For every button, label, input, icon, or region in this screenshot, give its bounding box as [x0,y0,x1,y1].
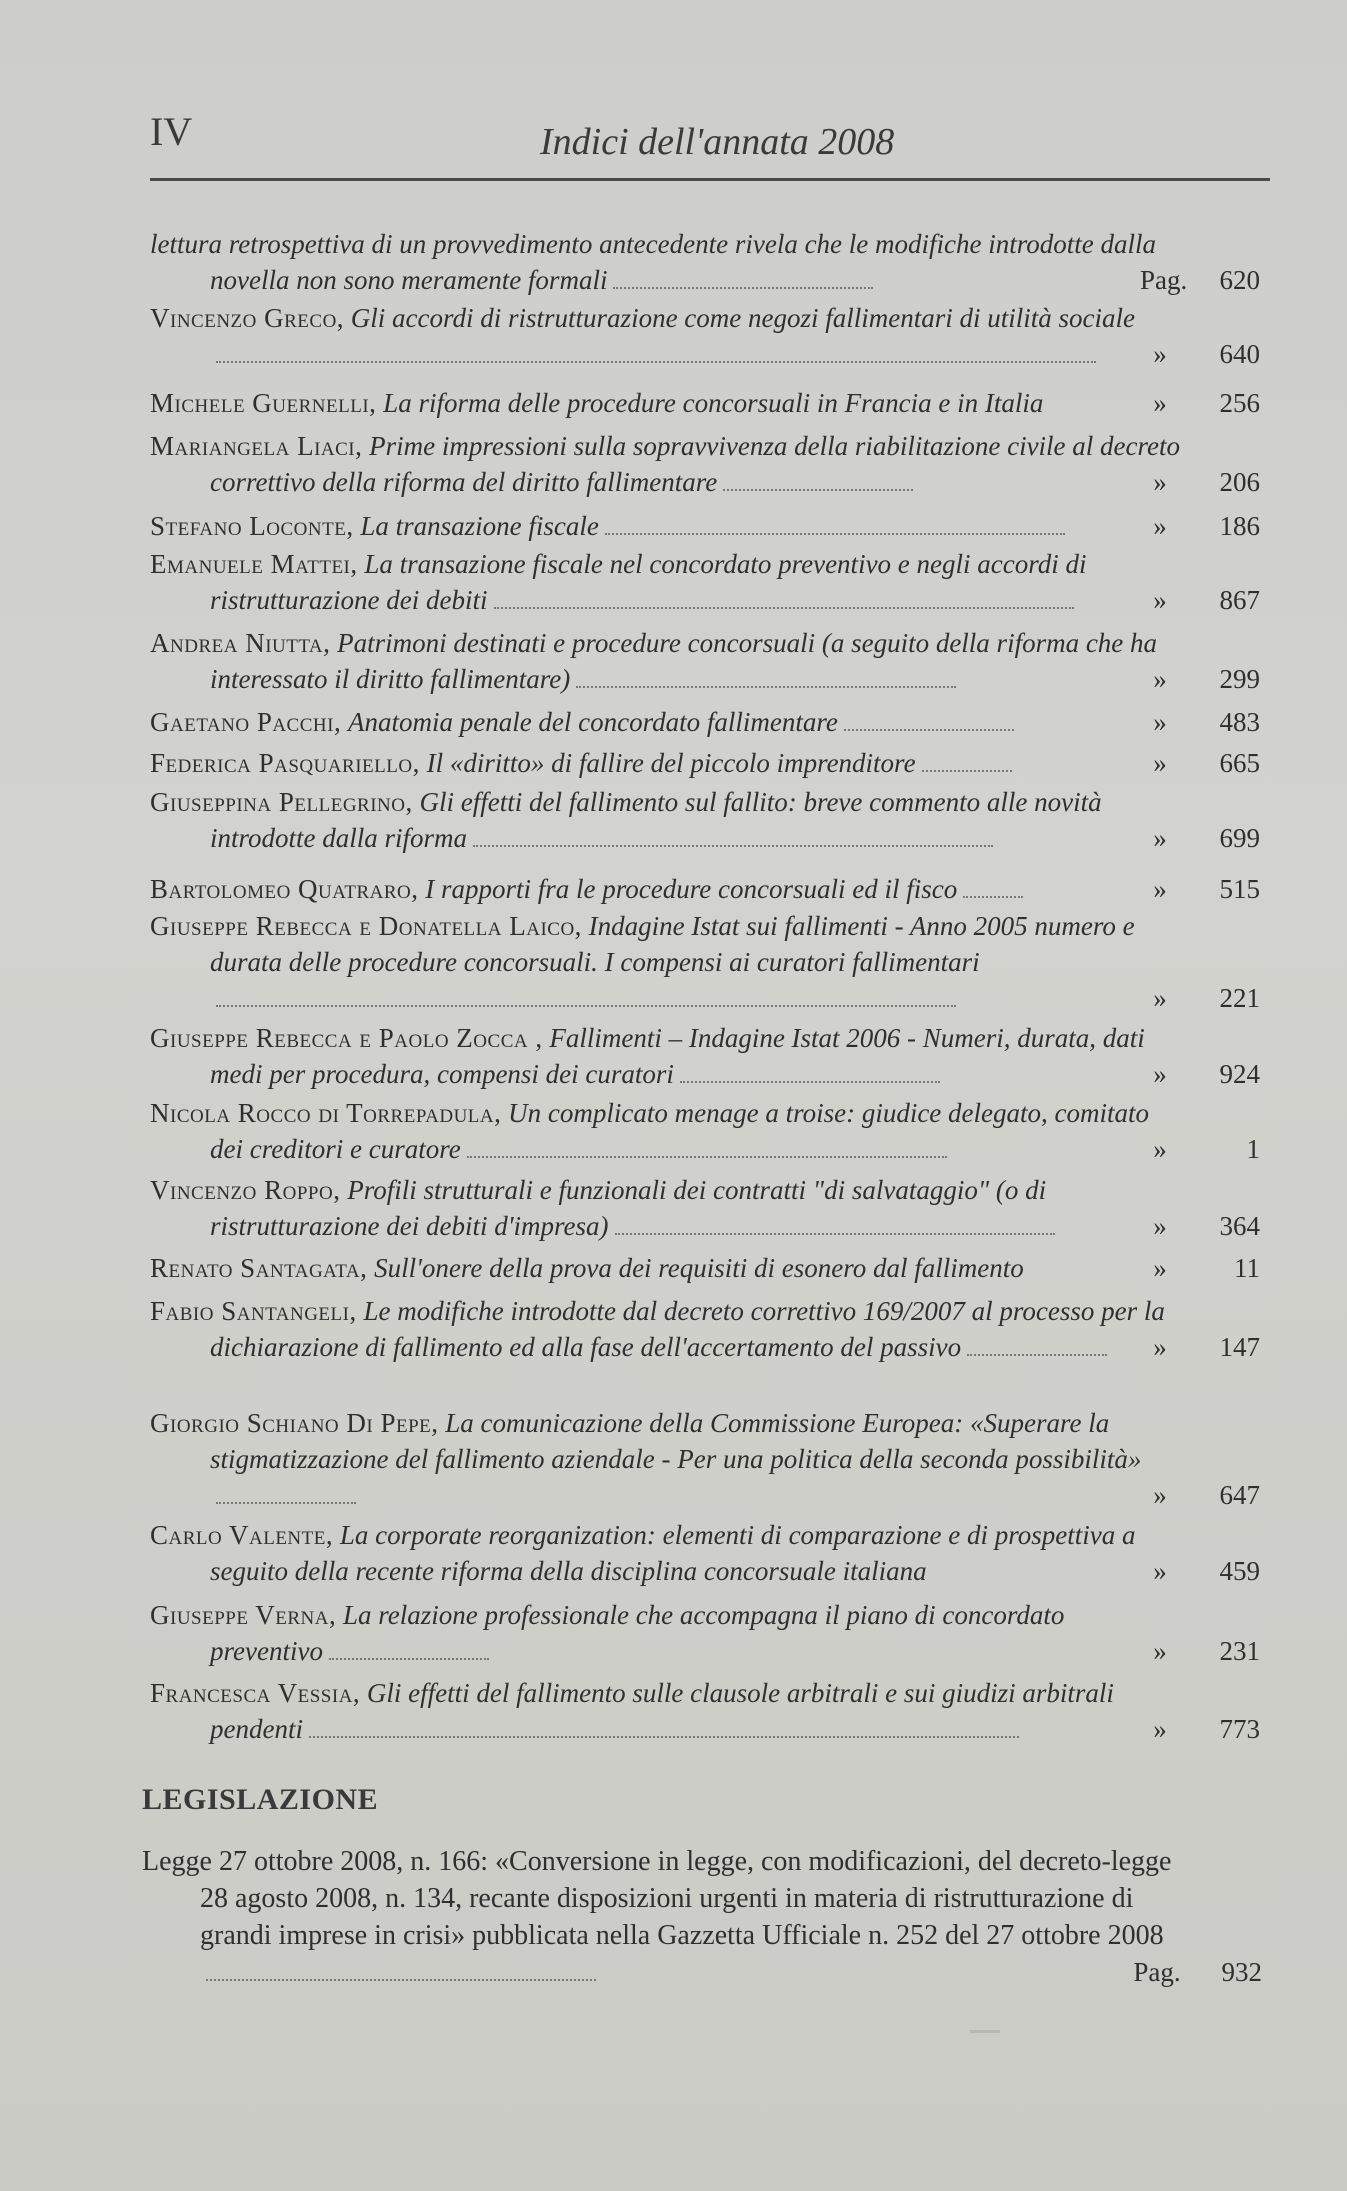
entry-title: Il «diritto» di fallire del piccolo imprenditore [426,748,916,778]
page-ref: 932 [1221,1957,1262,1987]
entry-author: Fabio Santangeli, [150,1296,357,1326]
page-mark: » [1153,511,1167,541]
page-mark: » [1153,1636,1167,1666]
page-mark: » [1153,1714,1167,1744]
index-entry [150,745,1260,781]
entry-title: La transazione fiscale nel concordato preventivo e negli accordi di ristrutturazione dei debiti [210,549,1087,615]
dot-leader [216,995,956,1007]
index-entry [150,428,1260,500]
entry-title: Anatomia penale del concordato fallimentare [347,707,838,737]
page-ref: 299 [1219,664,1260,694]
index-entry [150,508,1260,544]
index-entry [150,300,1260,372]
page-ref: 483 [1219,707,1260,737]
page-mark: » [1153,1211,1167,1241]
legislation-entry [142,1843,1262,1991]
page-mark: » [1153,1253,1167,1283]
index-entry [150,1250,1260,1286]
index-entry [150,226,1260,298]
page-mark: » [1153,707,1167,737]
page-ref: 640 [1219,339,1260,369]
entry-author: Stefano Loconte, [150,511,354,541]
page-mark: » [1153,1134,1167,1164]
entry-title: La comunicazione della Commissione Europea: «Superare la stigmatizzazione del fallimento aziendale - Per una politica della seconda possibilità» [210,1408,1142,1474]
page-ref: 206 [1219,467,1260,497]
page-ref: 620 [1219,265,1260,295]
entry-author: Carlo Valente, [150,1520,334,1550]
entry-title: La riforma delle procedure concorsuali in Francia e in Italia [383,388,1044,418]
entry-author: Nicola Rocco di Torrepadula, [150,1098,502,1128]
entry-title: La transazione fiscale [360,511,599,541]
entry-author: Michele Guernelli, [150,388,377,418]
page-mark: » [1153,823,1167,853]
page-number: IV [150,109,193,154]
dot-leader [723,479,913,491]
entry-title: Fallimenti – Indagine Istat 2006 - Numeri, durata, dati medi per procedura, compensi dei curatori [210,1023,1145,1089]
running-title: Indici dell'annata 2008 [540,121,895,163]
page-mark: » [1153,1556,1167,1586]
entry-author: Renato Santagata, [150,1253,368,1283]
dot-leader [473,835,993,847]
page-mark: » [1153,339,1167,369]
entry-title: Gli accordi di ristrutturazione come negozi fallimentari di utilità sociale [350,303,1135,333]
divider [970,2030,1000,2033]
dot-leader [844,719,1014,731]
dot-leader [922,760,1012,772]
dot-leader [576,676,956,688]
entry-title: La corporate reorganization: elementi di comparazione e di prospettiva a seguito della recente riforma della disciplina concorsuale italiana [210,1520,1136,1586]
entry-author: Giuseppe Verna, [150,1600,337,1630]
page-ref: 221 [1219,983,1260,1013]
dot-leader [615,1223,1055,1235]
entry-author: Bartolomeo Quatraro, [150,874,419,904]
entry-author: Vincenzo Roppo, [150,1175,341,1205]
dot-leader [206,1969,596,1981]
page-ref: 515 [1219,874,1260,904]
index-entry [150,1517,1260,1589]
index-entry [150,1020,1260,1092]
page-ref: 665 [1219,748,1260,778]
page-mark: » [1153,1480,1167,1510]
entry-author: Andrea Niutta, [150,628,331,658]
dot-leader [494,597,1074,609]
entry-title: Profili strutturali e funzionali dei contratti "di salvataggio" (o di ristrutturazione dei debiti d'impresa) [210,1175,1047,1241]
entry-title: lettura retrospettiva di un provvedimento antecedente rivela che le modifiche introdotte dalla novella non sono meramente formali [150,229,1156,295]
dot-leader [967,1344,1107,1356]
index-entry [150,1675,1260,1747]
entry-author: Mariangela Liaci, [150,431,363,461]
entry-title: Prime impressioni sulla sopravvivenza della riabilitazione civile al decreto correttivo della riforma del diritto fallimentare [210,431,1180,497]
dot-leader [680,1071,940,1083]
page-mark: » [1153,467,1167,497]
index-entry [150,1405,1260,1513]
entry-title: I rapporti fra le procedure concorsuali ed il fisco [425,874,958,904]
page-mark: » [1153,1059,1167,1089]
entry-author: Francesca Vessia, [150,1678,361,1708]
entry-title: La relazione professionale che accompagna il piano di concordato preventivo [210,1600,1065,1666]
dot-leader [963,886,1023,898]
page-mark: » [1153,1332,1167,1362]
section-heading: LEGISLAZIONE [142,1783,379,1816]
page-ref: 11 [1234,1253,1260,1283]
index-entry [150,908,1260,1016]
index-entry [150,1095,1260,1167]
page-ref: 773 [1219,1714,1260,1744]
index-entry [150,784,1260,856]
dot-leader [309,1726,1019,1738]
index-entry [150,1172,1260,1244]
page-mark: » [1153,983,1167,1013]
page-ref: 231 [1219,1636,1260,1666]
dot-leader [216,351,1096,363]
page-ref: 699 [1219,823,1260,853]
page-mark: » [1153,664,1167,694]
entry-author: Giuseppe Rebecca e Donatella Laico, [150,911,582,941]
page-header [150,108,1270,178]
header-rule [150,178,1270,181]
entry-author: Vincenzo Greco, [150,303,345,333]
page-ref: 364 [1219,1211,1260,1241]
index-entry [150,704,1260,740]
entry-author: Giuseppe Rebecca e Paolo Zocca , [150,1023,543,1053]
page-ref: 924 [1219,1059,1260,1089]
entry-title: Le modifiche introdotte dal decreto correttivo 169/2007 al processo per la dichiarazione di fallimento ed alla fase dell'accertamento del passivo [210,1296,1165,1362]
dot-leader [216,1492,356,1504]
page-mark: » [1153,388,1167,418]
page-ref: 647 [1219,1480,1260,1510]
page-ref: 459 [1219,1556,1260,1586]
entry-author: Federica Pasquariello, [150,748,420,778]
page-ref: 147 [1219,1332,1260,1362]
entry-author: Giuseppina Pellegrino, [150,787,413,817]
dot-leader [329,1648,489,1660]
index-entry [150,871,1260,907]
entry-title: Indagine Istat sui fallimenti - Anno 2005 numero e durata delle procedure concorsuali. I compensi ai curatori fallimentari [210,911,1135,977]
dot-leader [613,277,873,289]
page-mark: Pag. [1133,1957,1181,1987]
index-entry [150,546,1260,618]
dot-leader [605,523,1065,535]
entry-author: Emanuele Mattei, [150,549,358,579]
page-mark: » [1153,874,1167,904]
page-ref: 186 [1219,511,1260,541]
entry-title: Un complicato menage a troise: giudice delegato, comitato dei creditori e curatore [210,1098,1149,1164]
legislation-text: Legge 27 ottobre 2008, n. 166: «Conversione in legge, con modificazioni, del decreto-legge 28 agosto 2008, n. 134, recante disposizioni urgenti in materia di ristrutturazione di grandi imprese in crisi» pubblicata nella Gazzetta Ufficiale n. 252 del 27 ottobre 2008 [142,1846,1172,1951]
page-ref: 867 [1219,585,1260,615]
entry-title: Gli effetti del fallimento sul fallito: breve commento alle novità introdotte dalla riforma [210,787,1102,853]
entry-author: Gaetano Pacchi, [150,707,342,737]
index-entry [150,1597,1260,1669]
entry-title: Gli effetti del fallimento sulle clausole arbitrali e sui giudizi arbitrali pendenti [210,1678,1114,1744]
entry-title: Sull'onere della prova dei requisiti di esonero dal fallimento [374,1253,1024,1283]
page-mark: » [1153,585,1167,615]
entry-author: Giorgio Schiano Di Pepe, [150,1408,439,1438]
dot-leader [467,1146,947,1158]
index-entry [150,625,1260,697]
page-ref: 1 [1246,1134,1260,1164]
index-entry [150,1293,1260,1365]
page-mark: » [1153,748,1167,778]
page-ref: 256 [1219,388,1260,418]
page-mark: Pag. [1140,265,1188,295]
index-entry [150,385,1260,421]
entry-title: Patrimoni destinati e procedure concorsuali (a seguito della riforma che ha interessato il diritto fallimentare) [210,628,1158,694]
